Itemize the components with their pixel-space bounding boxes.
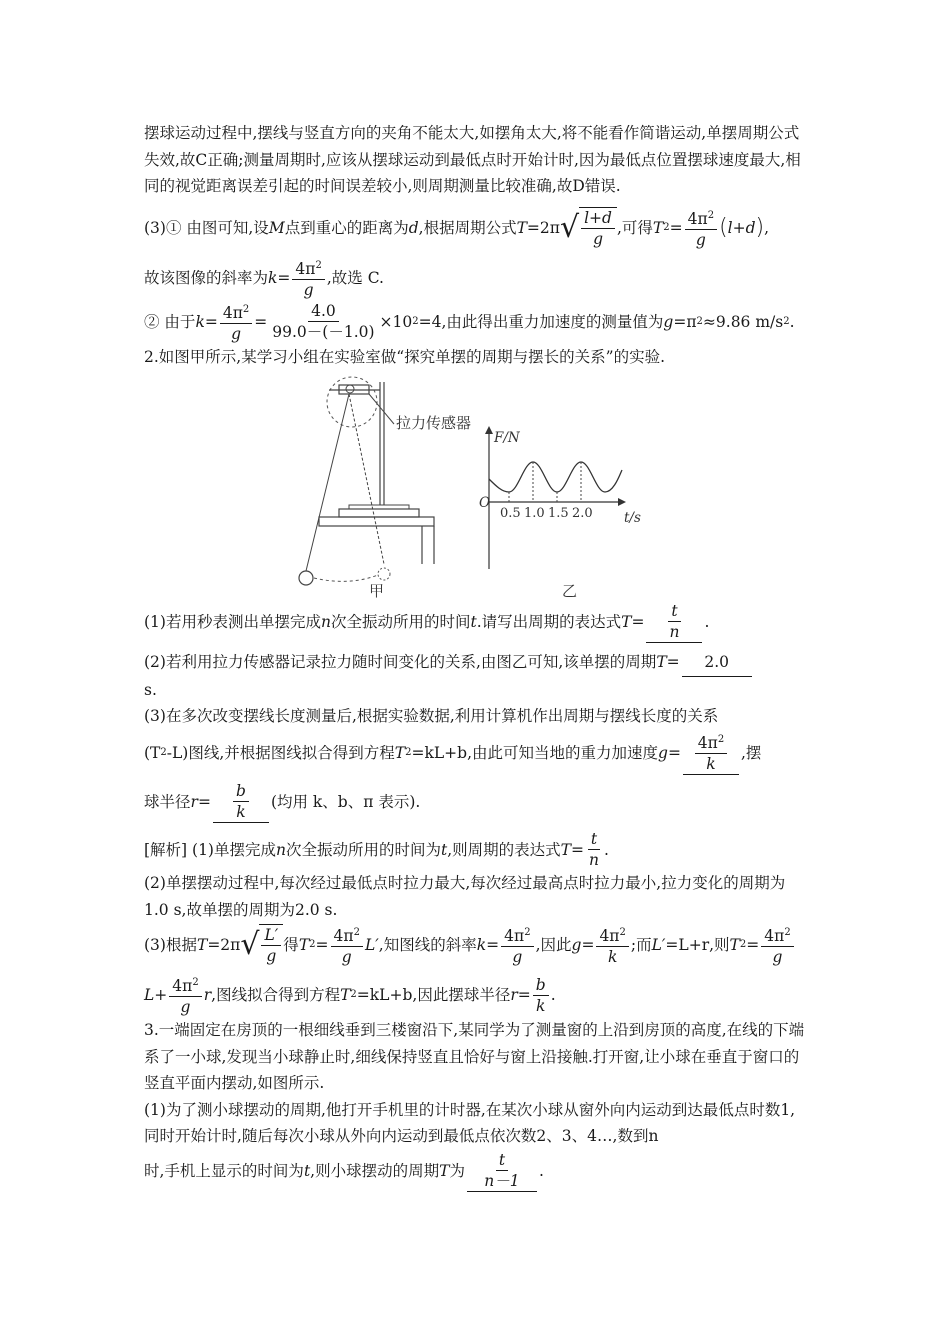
var-n: n: [320, 613, 331, 632]
solution-2: (2)单摆摆动过程中,每次经过最低点时拉力最大,每次经过最高点时拉力最小,拉力变化的周期为1.0 s,故单摆的周期为2.0 s.: [144, 874, 786, 919]
text: =: [669, 218, 683, 237]
text: =π: [673, 312, 697, 331]
solution-3a: (3)根据 T =2π √ $\frac{L'}{g}$ 得 T 2 = $\frac{4\pi^2}{g}$ L′ ,知图线的斜率 k = $\frac{4\pi^2}{g}$ ,因此 g = $\frac{4\pi^2}{k}$ ;而 L′ =L+r ,则 T 2 = $\frac{4\pi^2}{g}$: [144, 923, 809, 967]
sensor-icon: [346, 385, 354, 393]
answer-blank: [467, 1150, 537, 1192]
pendulum-string: [306, 394, 349, 571]
text: ,由此可知当地的重力加速度: [467, 743, 659, 762]
text: ,摆: [740, 743, 762, 762]
experiment-figure: [144, 374, 809, 599]
tick-label: 1.0: [524, 506, 545, 522]
line-3-1b: 故该图像的斜率为 k = $\frac{4\pi^2}{g}$ ,故选 C.: [144, 256, 809, 300]
swing-arc: [314, 575, 378, 581]
radical-sign-icon: √: [559, 209, 580, 245]
q2-1: [144, 601, 809, 643]
paren-content: l+d: [727, 218, 756, 237]
var-t: t: [303, 1161, 311, 1180]
frac-den: g: [772, 948, 783, 967]
var-t: T: [196, 936, 208, 955]
var-g: g: [571, 936, 582, 955]
text: =kL+b: [356, 986, 413, 1005]
var-t: T: [298, 936, 310, 955]
sqrt-expression: [560, 207, 617, 249]
q2-2: [144, 649, 809, 703]
text: [解析] (1)单摆完成: [144, 840, 276, 859]
frac-num: b: [233, 781, 249, 802]
var-l-prime: L′: [651, 936, 666, 955]
question-2-title: 2.如图甲所示,某学习小组在实验室做“探究单摆的周期与摆长的关系”的实验.: [144, 347, 665, 366]
pendulum-bob: [299, 571, 313, 585]
document-page: [144, 120, 809, 1192]
text: ,知图线的斜率: [378, 936, 477, 955]
var-t: T: [656, 653, 667, 672]
text: =: [277, 268, 291, 287]
text: .: [704, 613, 710, 632]
var-t: T: [560, 840, 571, 859]
paragraph-analysis-cont: 摆球运动过程中,摆线与竖直方向的夹角不能太大,如摆角太大,将不能看作简谐运动,单摆周期公式失效,故C正确;测量周期时,应该从摆球运动到最低点时开始计时,因为最低点位置摆球速度最大,相同的视觉距离误差引起的时间误差较小,则周期测量比较准确,故D错误.: [144, 124, 801, 195]
text: 时,手机上显示的时间为: [144, 1161, 304, 1180]
text: =2π: [526, 218, 560, 237]
text: =: [486, 936, 500, 955]
x-axis-label: t/s: [624, 510, 641, 527]
text: (2)若利用拉力传感器记录拉力随时间变化的关系,由图乙可知,该单摆的周期: [144, 653, 657, 672]
solution-3b: L+ $\frac{4\pi^2}{g}$ r ,图线拟合得到方程 T 2 =kL+b ,因此摆球半径 r = $\frac{b}{k}$ .: [144, 973, 809, 1017]
text: =: [315, 936, 329, 955]
text: ×10: [379, 312, 413, 331]
frac-den: n－1: [484, 1171, 520, 1190]
radical-sign-icon: √: [240, 927, 260, 963]
text: ,因此摆球半径: [412, 986, 511, 1005]
sensor-label: 拉力传感器: [396, 414, 472, 433]
frac-num: 4π: [295, 259, 316, 278]
frac-num: 4π: [687, 209, 708, 228]
text: (3)① 由图可知,设: [144, 218, 269, 237]
text: =: [197, 793, 211, 812]
solution-1: [144, 829, 809, 870]
text: 点到重心的距离为: [284, 218, 409, 237]
text: ② 由于: [144, 312, 196, 331]
text: 次全振动所用的时间为: [285, 840, 441, 859]
tick-label: 2.0: [572, 506, 593, 522]
text: =: [631, 613, 645, 632]
q2-3c: [144, 781, 809, 823]
frac-den: 99.0－(－1.0): [272, 323, 375, 342]
var-t: t: [440, 840, 448, 859]
var-t: T: [340, 986, 351, 1005]
exponent: 2: [412, 315, 419, 327]
text: =: [571, 840, 584, 859]
text: =: [746, 936, 760, 955]
frac-den: g: [341, 948, 352, 967]
text: =kL+b: [411, 743, 468, 762]
var-t: T: [621, 613, 632, 632]
stand-base-top: [349, 505, 409, 509]
text: =2π: [207, 936, 241, 955]
frac-num: t: [668, 601, 680, 622]
answer-blank: [646, 601, 702, 643]
frac-den: g: [695, 230, 706, 249]
force-curve: [489, 462, 622, 492]
origin-label: O: [479, 495, 491, 512]
var-r: r: [203, 986, 212, 1005]
text: .: [603, 840, 609, 859]
text: .: [550, 986, 556, 1005]
tick-label: 1.5: [548, 506, 569, 522]
var-g: g: [658, 743, 668, 762]
text: =: [517, 986, 531, 1005]
question-3: 3.一端固定在房顶的一根细线垂到三楼窗沿下,某同学为了测量窗的上沿到房顶的高度,在线的下端系了一小球,发现当小球静止时,细线保持竖直且恰好与窗上沿接触.打开窗,让小球在垂直于窗口的竖直平面内摆动,如图所示.: [144, 1021, 805, 1093]
answer-blank: 2.0: [682, 649, 752, 677]
text: s.: [144, 680, 157, 699]
tick-label: 0.5: [500, 506, 521, 522]
y-axis-label: F/N: [494, 430, 520, 447]
var-k: k: [268, 268, 278, 287]
frac-den: k: [536, 996, 546, 1015]
var-g: g: [663, 312, 674, 331]
answer-blank: $\frac{4\pi^2}{k}$: [683, 730, 739, 775]
text: .: [789, 312, 795, 331]
frac-den: g: [180, 998, 191, 1017]
frac-num: 4π: [599, 927, 620, 946]
text: -L)图线,并根据图线拟合得到方程: [166, 743, 395, 762]
frac-num: b: [533, 975, 549, 996]
text: ,则小球摆动的周期: [310, 1161, 440, 1180]
q2-3: (3)在多次改变摆线长度测量后,根据实验数据,利用计算机作出周期与摆线长度的关系: [144, 707, 719, 726]
base-plate: [319, 517, 434, 526]
var-t: T: [394, 743, 406, 762]
frac-num: L′: [261, 925, 281, 946]
var-r: r: [510, 986, 518, 1005]
var-t: T: [439, 1161, 450, 1180]
text: ,因此: [535, 936, 572, 955]
text: =L+r: [665, 936, 710, 955]
text: (T: [144, 743, 161, 762]
text: .请写出周期的表达式: [476, 613, 622, 632]
frac-num: t: [496, 1150, 508, 1171]
var-r: r: [190, 793, 198, 812]
text: ≈9.86 m/s: [702, 312, 784, 331]
var-k: k: [195, 312, 205, 331]
stand-base: [339, 509, 419, 517]
text: (1)若用秒表测出单摆完成: [144, 613, 321, 632]
q2-3b: (T 2 -L)图线,并根据图线拟合得到方程 T 2 =kL+b ,由此可知当地的重力加速度 g = $\frac{4\pi^2}{k}$ ,摆: [144, 730, 809, 775]
answer-blank: [213, 781, 269, 823]
text: 次全振动所用的时间: [330, 613, 471, 632]
frac-num: t: [588, 829, 600, 850]
text: 得: [283, 936, 299, 955]
text: =: [666, 653, 680, 672]
text: ,则: [709, 936, 730, 955]
text: 为: [449, 1161, 465, 1180]
frac-num: 4π: [222, 303, 243, 322]
frac-den: g: [593, 229, 603, 248]
frac-den: g: [266, 947, 277, 966]
frac-num: 4π: [764, 927, 785, 946]
text: ;而: [630, 936, 652, 955]
var-t: T: [516, 218, 527, 237]
frac-den: g: [231, 324, 242, 343]
text: .: [538, 1161, 544, 1180]
var-t: T: [652, 218, 664, 237]
text: =: [667, 743, 681, 762]
text: (均用 k、b、π 表示).: [270, 793, 421, 812]
frac-den: g: [512, 948, 523, 967]
text: ,图线拟合得到方程: [211, 986, 341, 1005]
label-jia: 甲: [369, 582, 385, 600]
text: ,故选 C.: [326, 268, 384, 287]
frac-den: n: [589, 851, 599, 870]
text: (3)根据: [144, 936, 197, 955]
frac-den: g: [303, 280, 314, 299]
text: =: [204, 312, 218, 331]
frac-num: 4π: [333, 927, 354, 946]
text: ,则周期的表达式: [447, 840, 561, 859]
var-m: M: [268, 218, 285, 237]
question-3-1: (1)为了测小球摆动的周期,他打开手机里的计时器,在某次小球从窗外向内运动到达最低点时数1,同时开始计时,随后每次小球从外向内运动到最低点依次数2、3、4…,数到n: [144, 1100, 796, 1146]
figure-jia-yi: [144, 374, 809, 599]
var-n: n: [275, 840, 286, 859]
text: =: [581, 936, 595, 955]
var-k: k: [476, 936, 487, 955]
frac-num: 4π: [697, 734, 718, 753]
text: 故该图像的斜率为: [144, 268, 269, 287]
frac-num: 4π: [504, 927, 525, 946]
text: ,根据周期公式: [418, 218, 517, 237]
frac-den: n: [669, 623, 680, 642]
frac-den: k: [607, 948, 618, 967]
sqrt-expression: [240, 924, 283, 966]
var-t: t: [470, 613, 477, 632]
frac-num: 4π: [172, 977, 193, 996]
var-l-prime: L′: [364, 936, 379, 955]
text: =: [254, 312, 268, 331]
text: =4,由此得出重力加速度的测量值为: [418, 312, 664, 331]
frac-num: 4.0: [308, 301, 339, 322]
var-d: d: [408, 218, 419, 237]
text: ,: [764, 218, 770, 237]
line-3-2: ② 由于 k = $\frac{4\pi^2}{g}$ = $\frac{4.0}{99.0-(-1.0)}$ ×10 2 =4,由此得出重力加速度的测量值为 g =π 2 ≈9.86 m/s 2 .: [144, 300, 809, 344]
frac-num: l+d: [581, 208, 615, 229]
label-yi: 乙: [562, 582, 578, 600]
text: L+: [144, 986, 168, 1005]
question-3-1b: [144, 1150, 809, 1192]
frac-den: k: [706, 755, 716, 774]
frac-den: k: [236, 803, 246, 822]
line-3-1: (3)① 由图可知,设 M 点到重心的距离为 d ,根据周期公式 T =2π √ $\frac{l+d}{g}$ ,可得 T 2 = $\frac{4\pi^2}{g}$ ( l+d ) ,: [144, 206, 809, 250]
var-t: T: [729, 936, 740, 955]
text: ,可得: [616, 218, 653, 237]
text: 球半径: [144, 793, 191, 812]
